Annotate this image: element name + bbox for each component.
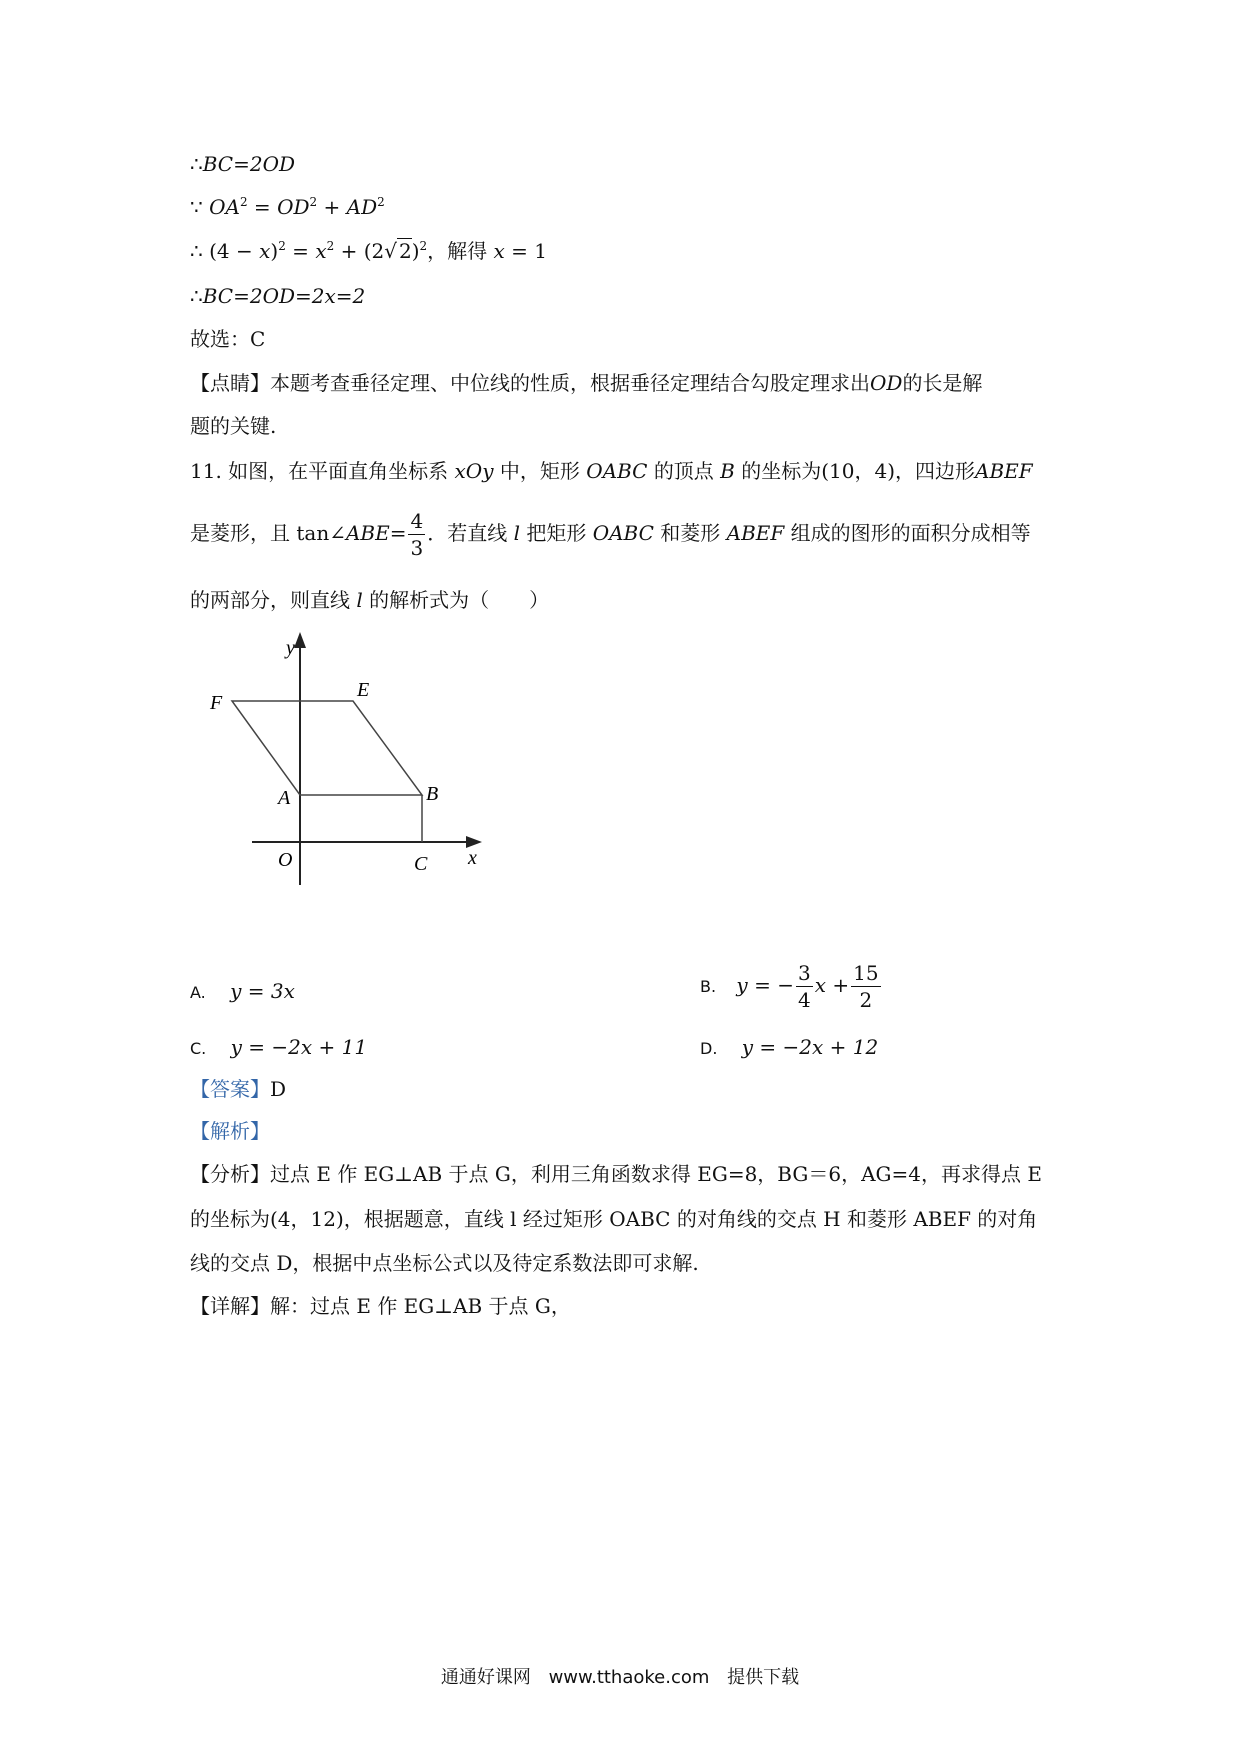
option-c-expr: y = −2x + 11 [230, 1035, 368, 1059]
detail-line [190, 1292, 571, 1320]
line-key: 题的关键. [190, 414, 277, 438]
option-b-den1: 4 [797, 988, 811, 1012]
q-l-2: l [356, 588, 363, 612]
equation-bc: BC=2OD [202, 152, 296, 176]
option-b-lhs: y = − [736, 973, 794, 997]
fraction-4-3 [408, 508, 425, 561]
footer-site: 通通好课网 [440, 1667, 531, 1688]
tag-detail: 【详解】 [190, 1294, 270, 1318]
option-d-expr: y = −2x + 12 [741, 1035, 879, 1059]
page-footer [0, 1663, 1240, 1689]
dianjing-end: 的长是解 [902, 371, 983, 395]
q-oabc: OABC [586, 459, 648, 483]
tag-answer: 【答案】 [190, 1077, 270, 1101]
option-b-frac-2 [851, 960, 880, 1013]
q-text-g: 把矩形 [526, 521, 587, 545]
q-text-i: 组成的图形的面积分成相等 [790, 521, 1031, 545]
q-equals: = [389, 521, 407, 545]
q-abe: ABE [345, 521, 390, 545]
question-number: 11. [190, 459, 222, 483]
label-e: E [357, 679, 370, 701]
option-c[interactable] [190, 1033, 367, 1063]
coordinate-figure [200, 630, 500, 890]
q-text-d: 的坐标为(10，4)，四边形 [741, 459, 976, 483]
option-d-label: D. [700, 1039, 718, 1058]
option-b-num1: 3 [797, 961, 811, 985]
dianjing-text: 本题考查垂径定理、中位线的性质，根据垂径定理结合勾股定理求出 [270, 371, 870, 395]
line-pythagoras [190, 193, 385, 221]
footer-url-link[interactable]: www.tthaoke.com [548, 1667, 710, 1688]
label-o: O [278, 849, 293, 871]
label-y: y [286, 637, 295, 659]
analysis-tag: 【解析】 [190, 1119, 270, 1143]
option-d[interactable] [700, 1033, 878, 1063]
therefore-symbol: ∴ [190, 284, 203, 308]
label-x: x [468, 847, 477, 869]
option-b-mid: x + [814, 973, 850, 997]
line-dianjing [190, 369, 982, 397]
equation-bc-result: BC=2OD=2x=2 [202, 284, 366, 308]
q-b: B [720, 459, 735, 483]
rhombus-abef [232, 701, 422, 795]
because-symbol: ∵ [190, 195, 203, 219]
fenxi-line-3: 线的交点 D，根据中点坐标公式以及待定系数法即可求解. [190, 1251, 699, 1275]
option-a-expr: y = 3x [230, 979, 295, 1003]
therefore-symbol: ∴ [190, 152, 203, 176]
option-a-label: A. [190, 983, 206, 1002]
detail-text: 解：过点 E 作 EG⊥AB 于点 G， [270, 1294, 571, 1318]
answer-value: D [270, 1077, 287, 1101]
q-text-e: 是菱形，且 tan∠ [190, 521, 346, 545]
q-xoy: xOy [454, 459, 494, 483]
q-abef: ABEF [975, 459, 1033, 483]
equation-oa-od-ad: $OA^2 = OD^2 + AD^2$ [209, 195, 385, 219]
fenxi-line-1 [190, 1160, 1042, 1188]
line-bc-result [190, 282, 365, 310]
frac-num: 4 [410, 509, 424, 533]
q-text-f: ．若直线 [427, 521, 508, 545]
question-line-2 [190, 508, 1031, 561]
option-b-frac-1 [796, 960, 813, 1013]
tag-dianjing: 【点睛】 [190, 371, 270, 395]
q-abef-2: ABEF [726, 521, 785, 545]
line-choose: 故选：C [190, 327, 266, 351]
label-a: A [278, 787, 291, 809]
option-b-num2: 15 [853, 961, 879, 985]
line-solve-x [190, 237, 547, 265]
label-b: B [426, 783, 439, 805]
q-text-a: 如图，在平面直角坐标系 [228, 459, 449, 483]
label-f: F [210, 692, 223, 714]
footer-tail: 提供下载 [727, 1667, 800, 1688]
frac-den: 3 [410, 536, 424, 560]
q-text-k: 的解析式为（ ） [369, 588, 550, 612]
option-b-den2: 2 [859, 988, 873, 1012]
option-b-label: B. [700, 977, 717, 996]
answer-line [190, 1075, 286, 1103]
q-text-c: 的顶点 [653, 459, 714, 483]
therefore-symbol: ∴ [190, 239, 203, 263]
line-bc-2od [190, 150, 295, 178]
y-axis-arrow [294, 632, 306, 648]
q-text-j: 的两部分，则直线 [190, 588, 350, 612]
fenxi-text-1: 过点 E 作 EG⊥AB 于点 G，利用三角函数求得 EG=8，BG＝6，AG=4，再求得点 E [270, 1162, 1042, 1186]
q-l: l [513, 521, 520, 545]
option-a[interactable] [190, 977, 295, 1007]
option-c-label: C. [190, 1039, 207, 1058]
od-symbol: OD [870, 371, 903, 395]
q-text-b: 中，矩形 [499, 459, 580, 483]
fenxi-line-2: 的坐标为(4，12)，根据题意，直线 l 经过矩形 OABC 的对角线的交点 H 和菱形 ABEF 的对角 [190, 1207, 1038, 1231]
option-b[interactable] [700, 960, 883, 1013]
question-line-3 [190, 586, 549, 614]
question-line-1 [190, 457, 1033, 485]
equation-x-1: x = 1 [493, 239, 548, 263]
equation-solve: $(4 - x)^2 = x^2 + (2√$ 2)$^2$ [209, 239, 428, 263]
tag-fenxi: 【分析】 [190, 1162, 270, 1186]
q-text-h: 和菱形 [660, 521, 721, 545]
label-c: C [414, 853, 428, 875]
q-oabc-2: OABC [592, 521, 654, 545]
solve-text: ，解得 [427, 239, 488, 263]
